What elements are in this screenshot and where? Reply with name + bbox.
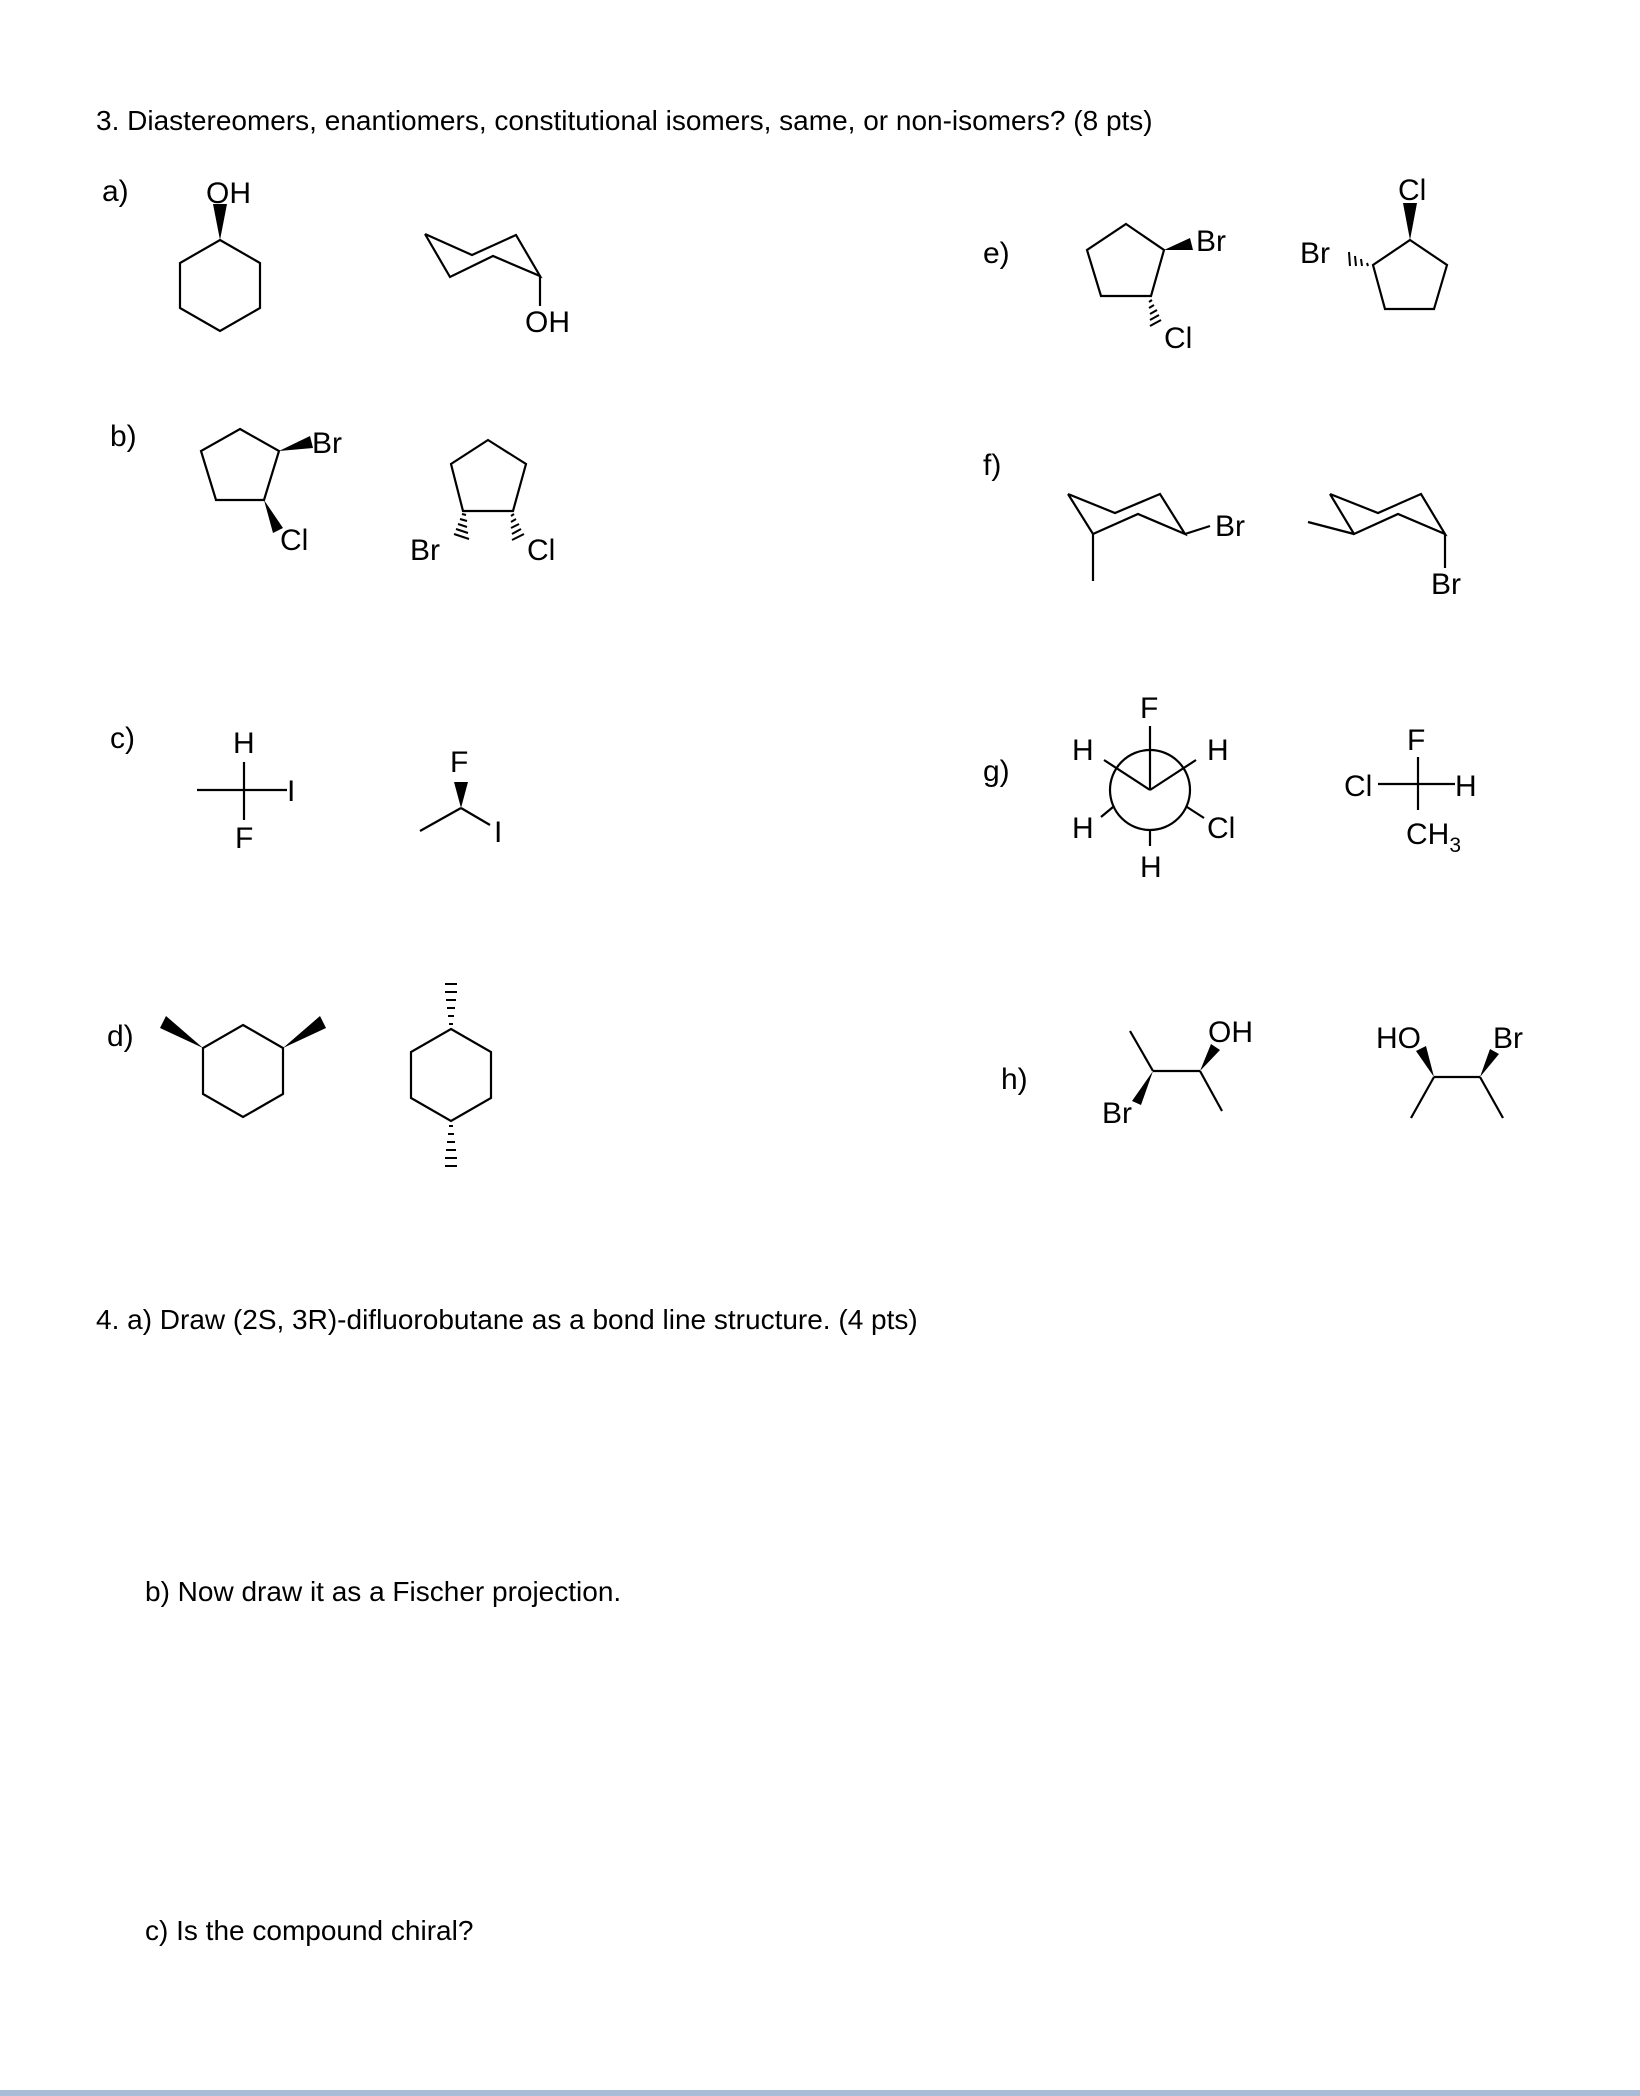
question-3-prompt: 3. Diastereomers, enantiomers, constitutional isomers, same, or non-isomers? (8 pts) xyxy=(96,105,1153,136)
part-e-label: e) xyxy=(983,237,1010,270)
part-d-label: d) xyxy=(107,1020,134,1053)
atom-label: Br xyxy=(1300,237,1330,270)
part-h-label: h) xyxy=(1001,1063,1028,1096)
atom-label: Cl xyxy=(527,534,556,567)
molecule-g2 xyxy=(1344,724,1477,857)
atom-label: F xyxy=(235,822,254,855)
molecule-h1 xyxy=(1102,1016,1253,1130)
atom-label: H xyxy=(1455,770,1477,803)
atom-label: F xyxy=(1407,724,1426,757)
molecule-d2 xyxy=(411,984,491,1166)
molecule-g1 xyxy=(1072,692,1235,884)
molecule-f1 xyxy=(1068,494,1245,581)
atom-label: Cl xyxy=(1344,770,1373,803)
footer-rule xyxy=(0,2090,1640,2096)
atom-label: Br xyxy=(1102,1097,1132,1130)
atom-label: Cl xyxy=(1398,174,1427,207)
molecule-b1 xyxy=(201,427,342,557)
molecule-c2 xyxy=(420,746,502,849)
part-a-label: a) xyxy=(102,175,129,208)
atom-label: Br xyxy=(312,427,342,460)
molecule-e2 xyxy=(1300,174,1447,309)
atom-label: F xyxy=(450,746,469,779)
atom-label: I xyxy=(494,816,503,849)
molecule-a1 xyxy=(180,177,260,331)
molecule-c1 xyxy=(197,727,295,855)
atom-label: H xyxy=(1140,851,1162,884)
atom-label: Cl xyxy=(1164,322,1193,355)
atom-label: H xyxy=(233,727,255,760)
question-4a-prompt: 4. a) Draw (2S, 3R)-difluorobutane as a bond line structure. (4 pts) xyxy=(96,1304,918,1335)
molecule-e1 xyxy=(1087,224,1226,355)
atom-label: Br xyxy=(410,534,440,567)
part-c-label: c) xyxy=(110,722,135,755)
molecule-a2 xyxy=(425,234,570,339)
atom-label: Br xyxy=(1431,568,1461,601)
atom-label: Br xyxy=(1493,1022,1523,1055)
molecule-h2 xyxy=(1376,1022,1523,1118)
atom-label: F xyxy=(1140,692,1159,725)
atom-label: H xyxy=(1207,734,1229,767)
atom-label: HO xyxy=(1376,1022,1421,1055)
question-4c-prompt: c) Is the compound chiral? xyxy=(145,1915,474,1946)
part-f-label: f) xyxy=(983,449,1002,482)
molecule-f2 xyxy=(1308,494,1461,601)
molecule-b2 xyxy=(410,440,555,567)
part-g-label: g) xyxy=(983,755,1010,788)
atom-label: I xyxy=(287,775,296,808)
molecule-d1 xyxy=(160,1016,326,1117)
part-b-label: b) xyxy=(110,420,137,453)
atom-label: $CH_3$ xyxy=(1406,818,1462,857)
atom-label: Br xyxy=(1215,510,1245,543)
atom-label: OH xyxy=(206,177,251,210)
atom-label: OH xyxy=(525,306,570,339)
atom-label: Cl xyxy=(1207,812,1236,845)
atom-label: Cl xyxy=(280,524,309,557)
atom-label: Br xyxy=(1196,225,1226,258)
atom-label: H xyxy=(1072,812,1094,845)
atom-label: OH xyxy=(1208,1016,1253,1049)
question-4b-prompt: b) Now draw it as a Fischer projection. xyxy=(145,1576,622,1607)
atom-label: H xyxy=(1072,734,1094,767)
